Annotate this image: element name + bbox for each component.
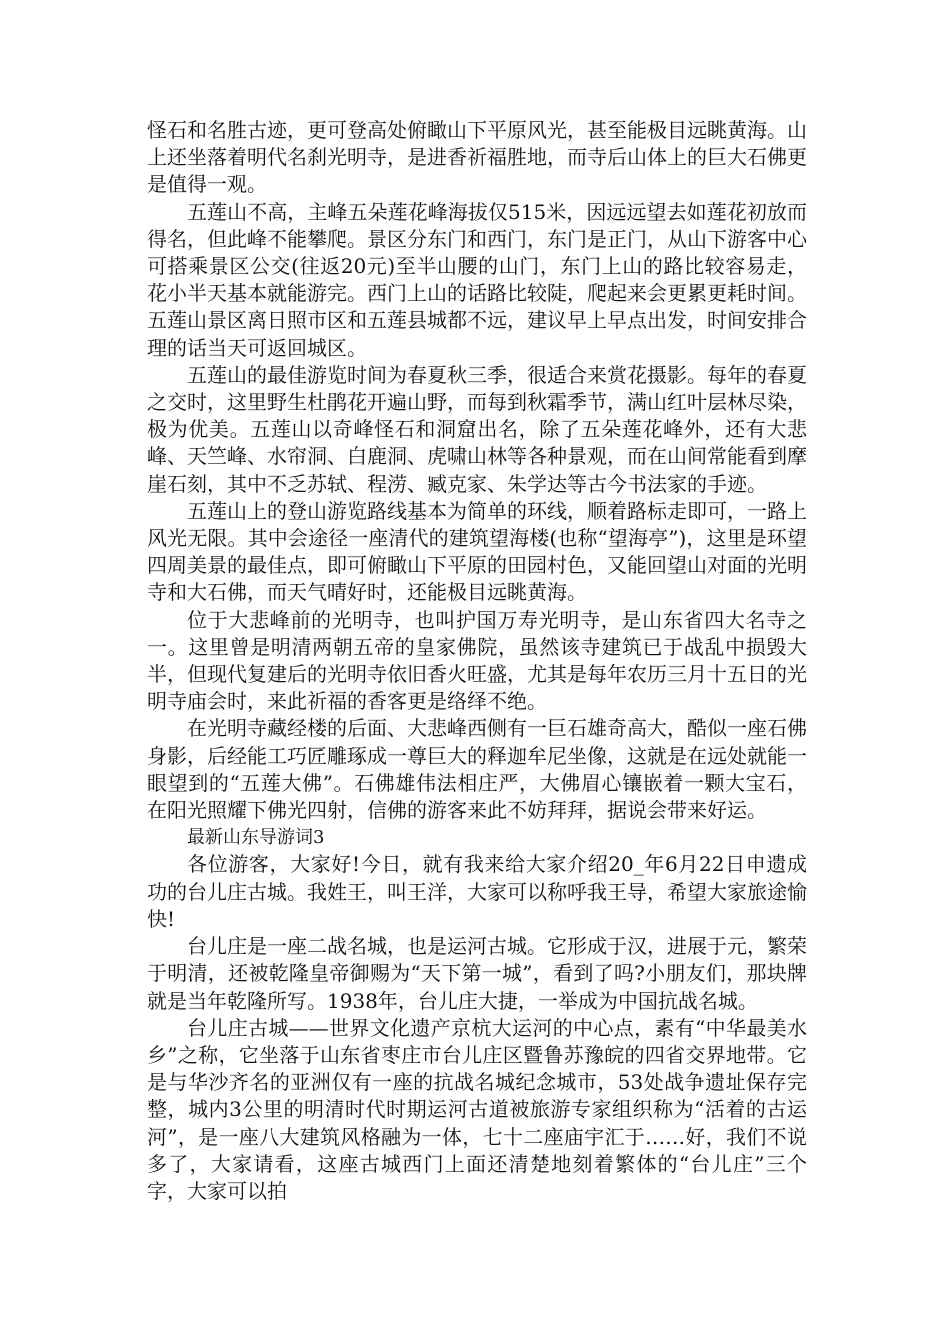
paragraph: 在光明寺藏经楼的后面、大悲峰西侧有一巨石雄奇高大，酷似一座石佛身影，后经能工巧匠雕琢成一尊巨大的释迦牟尼坐像，这就是在远处就能一眼望到的“五莲大佛”。石佛雄伟法相庄严，大佛眉心镶嵌着一颗大宝石，在阳光照耀下佛光四射，信佛的游客来此不妨拜拜，据说会带来好运。 [147,716,807,823]
paragraph: 五莲山的最佳游览时间为春夏秋三季，很适合来赏花摄影。每年的春夏之交时，这里野生杜鹃花开遍山野，而每到秋霜季节，满山红叶层林尽染，极为优美。五莲山以奇峰怪石和洞窟出名，除了五朵莲花峰外，还有大悲峰、天竺峰、水帘洞、白鹿洞、虎啸山林等各种景观，而在山间常能看到摩崖石刻，其中不乏苏轼、程涝、臧克家、朱学达等古今书法家的手迹。 [147,362,807,496]
paragraph: 五莲山不高，主峰五朵莲花峰海拔仅515米，因远远望去如莲花初放而得名，但此峰不能攀爬。景区分东门和西门，东门是正门，从山下游客中心可搭乘景区公交(往返20元)至半山腰的山门，东门上山的路比较容易走，花小半天基本就能游完。西门上山的话路比较陡，爬起来会更累更耗时间。五莲山景区离日照市区和五莲县城都不远，建议早上早点出发，时间安排合理的话当天可返回城区。 [147,199,807,360]
document-body [147,117,807,1205]
section-heading: 最新山东导游词3 [187,827,325,849]
paragraph: 台儿庄是一座二战名城，也是运河古城。它形成于汉，进展于元，繁荣于明清，还被乾隆皇帝御赐为“天下第一城”，看到了吗?小朋友们，那块牌就是当年乾隆所写。1938年，台儿庄大捷，一举成为中国抗战名城。 [147,934,807,1013]
paragraph: 怪石和名胜古迹，更可登高处俯瞰山下平原风光，甚至能极目远眺黄海。山上还坐落着明代名刹光明寺，是进香祈福胜地，而寺后山体上的巨大石佛更是值得一观。 [147,118,807,197]
paragraph: 五莲山上的登山游览路线基本为简单的环线，顺着路标走即可，一路上风光无限。其中会途径一座清代的建筑望海楼(也称“望海亭”)，这里是环望四周美景的最佳点，即可俯瞰山下平原的田园村色，又能回望山对面的光明寺和大石佛，而天气晴好时，还能极目远眺黄海。 [147,498,807,605]
paragraph: 台儿庄古城——世界文化遗产京杭大运河的中心点，素有“中华最美水乡”之称，它坐落于山东省枣庄市台儿庄区暨鲁苏豫皖的四省交界地带。它是与华沙齐名的亚洲仅有一座的抗战名城纪念城市，53处战争遗址保存完整，城内3公里的明清时代时期运河古道被旅游专家组织称为“活着的古运河”，是一座八大建筑风格融为一体，七十二座庙宇汇于……好，我们不说多了，大家请看，这座古城西门上面还清楚地刻着繁体的“台儿庄”三个字，大家可以拍 [147,1015,807,1203]
paragraph: 各位游客，大家好!今日，就有我来给大家介绍20_年6月22日申遗成功的台儿庄古城。我姓王，叫王洋，大家可以称呼我王导，希望大家旅途愉快! [147,852,807,931]
paragraph: 位于大悲峰前的光明寺，也叫护国万寿光明寺，是山东省四大名寺之一。这里曾是明清两朝五帝的皇家佛院，虽然该寺建筑已于战乱中损毁大半，但现代复建后的光明寺依旧香火旺盛，尤其是每年农历三月十五日的光明寺庙会时，来此祈福的香客更是络绎不绝。 [147,607,807,714]
